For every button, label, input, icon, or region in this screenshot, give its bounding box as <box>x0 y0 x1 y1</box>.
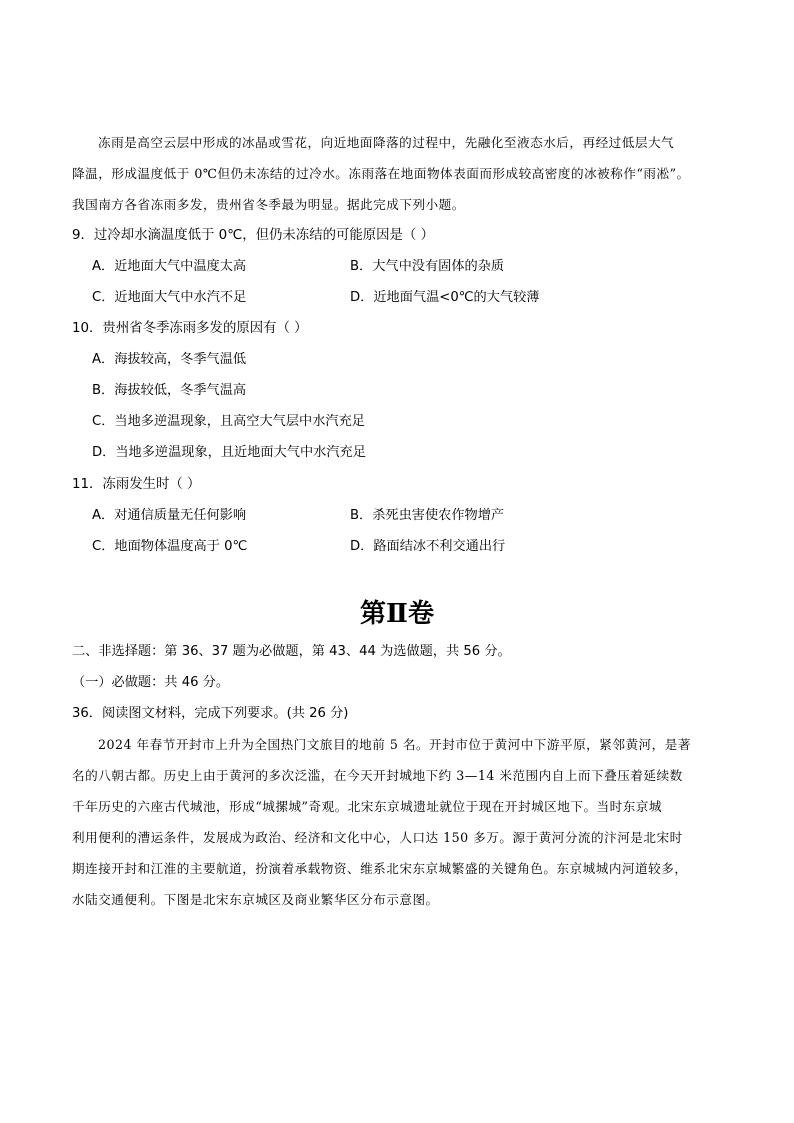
question-11-option-c: C．地面物体温度高于 0℃ <box>92 539 248 554</box>
passage2-line-3: 千年历史的六座古代城池，形成“城摞城”奇观。北宋东京城遗址就位于现在开封城区地下。当时东京城 <box>72 799 663 814</box>
question-10-option-b: B．海拔较低，冬季气温高 <box>92 383 247 398</box>
question-9-option-a: A．近地面大气中温度太高 <box>92 259 247 274</box>
passage1-line-2: 降温，形成温度低于 0℃但仍未冻结的过冷水。冻雨落在地面物体表面而形成较高密度的冰被称作“雨凇”。 <box>72 166 690 181</box>
passage2-line-6: 水陆交通便利。下图是北宋东京城区及商业繁华区分布示意图。 <box>72 892 439 907</box>
question-9-option-d: D．近地面气温<0℃的大气较薄 <box>350 290 540 305</box>
question-36-stem: 36．阅读图文材料，完成下列要求。(共 26 分) <box>72 706 349 721</box>
passage2-line-4: 利用便利的漕运条件，发展成为政治、经济和文化中心，人口达 150 多万。源于黄河分流的汴河是北宋时 <box>72 830 683 845</box>
section-required: （一）必做题：共 46 分。 <box>72 675 230 690</box>
question-11-option-a: A．对通信质量无任何影响 <box>92 508 247 523</box>
question-10-option-d: D．当地多逆温现象，且近地面大气中水汽充足 <box>92 445 366 460</box>
question-11-option-b: B．杀死虫害使农作物增产 <box>350 508 505 523</box>
question-9-option-c: C．近地面大气中水汽不足 <box>92 290 247 305</box>
passage2-line-1: 2024 年春节开封市上升为全国热门文旅目的地前 5 名。开封市位于黄河中下游平原，紧邻黄河，是著 <box>98 737 691 752</box>
passage2-line-2: 名的八朝古都。历史上由于黄河的多次泛滥，在今天开封城地下约 3—14 米范围内自上而下叠压着延续数 <box>72 768 683 783</box>
question-10-option-c: C．当地多逆温现象，且高空大气层中水汽充足 <box>92 414 365 429</box>
passage2-line-5: 期连接开封和江淮的主要航道，扮演着承载物资、维系北宋东京城繁盛的关键角色。东京城城内河道较多， <box>72 861 688 876</box>
section-title: 第Ⅱ卷 <box>360 599 434 629</box>
question-11-option-d: D．路面结冰不利交通出行 <box>350 539 506 554</box>
question-9-option-b: B．大气中没有固体的杂质 <box>350 259 505 274</box>
question-10-option-a: A．海拔较高，冬季气温低 <box>92 352 247 367</box>
passage1-line-1: 冻雨是高空云层中形成的冰晶或雪花，向近地面降落的过程中，先融化至液态水后，再经过低层大气 <box>98 135 675 150</box>
question-9-stem: 9．过冷却水滴温度低于 0℃，但仍未冻结的可能原因是（ ） <box>72 228 434 243</box>
question-10-stem: 10．贵州省冬季冻雨多发的原因有（ ） <box>72 321 308 336</box>
passage1-line-3: 我国南方各省冻雨多发，贵州省冬季最为明显。据此完成下列小题。 <box>72 197 465 212</box>
section-intro: 二、非选择题：第 36、37 题为必做题，第 43、44 为选做题，共 56 分。 <box>72 644 511 659</box>
question-11-stem: 11．冻雨发生时（ ） <box>72 477 201 492</box>
